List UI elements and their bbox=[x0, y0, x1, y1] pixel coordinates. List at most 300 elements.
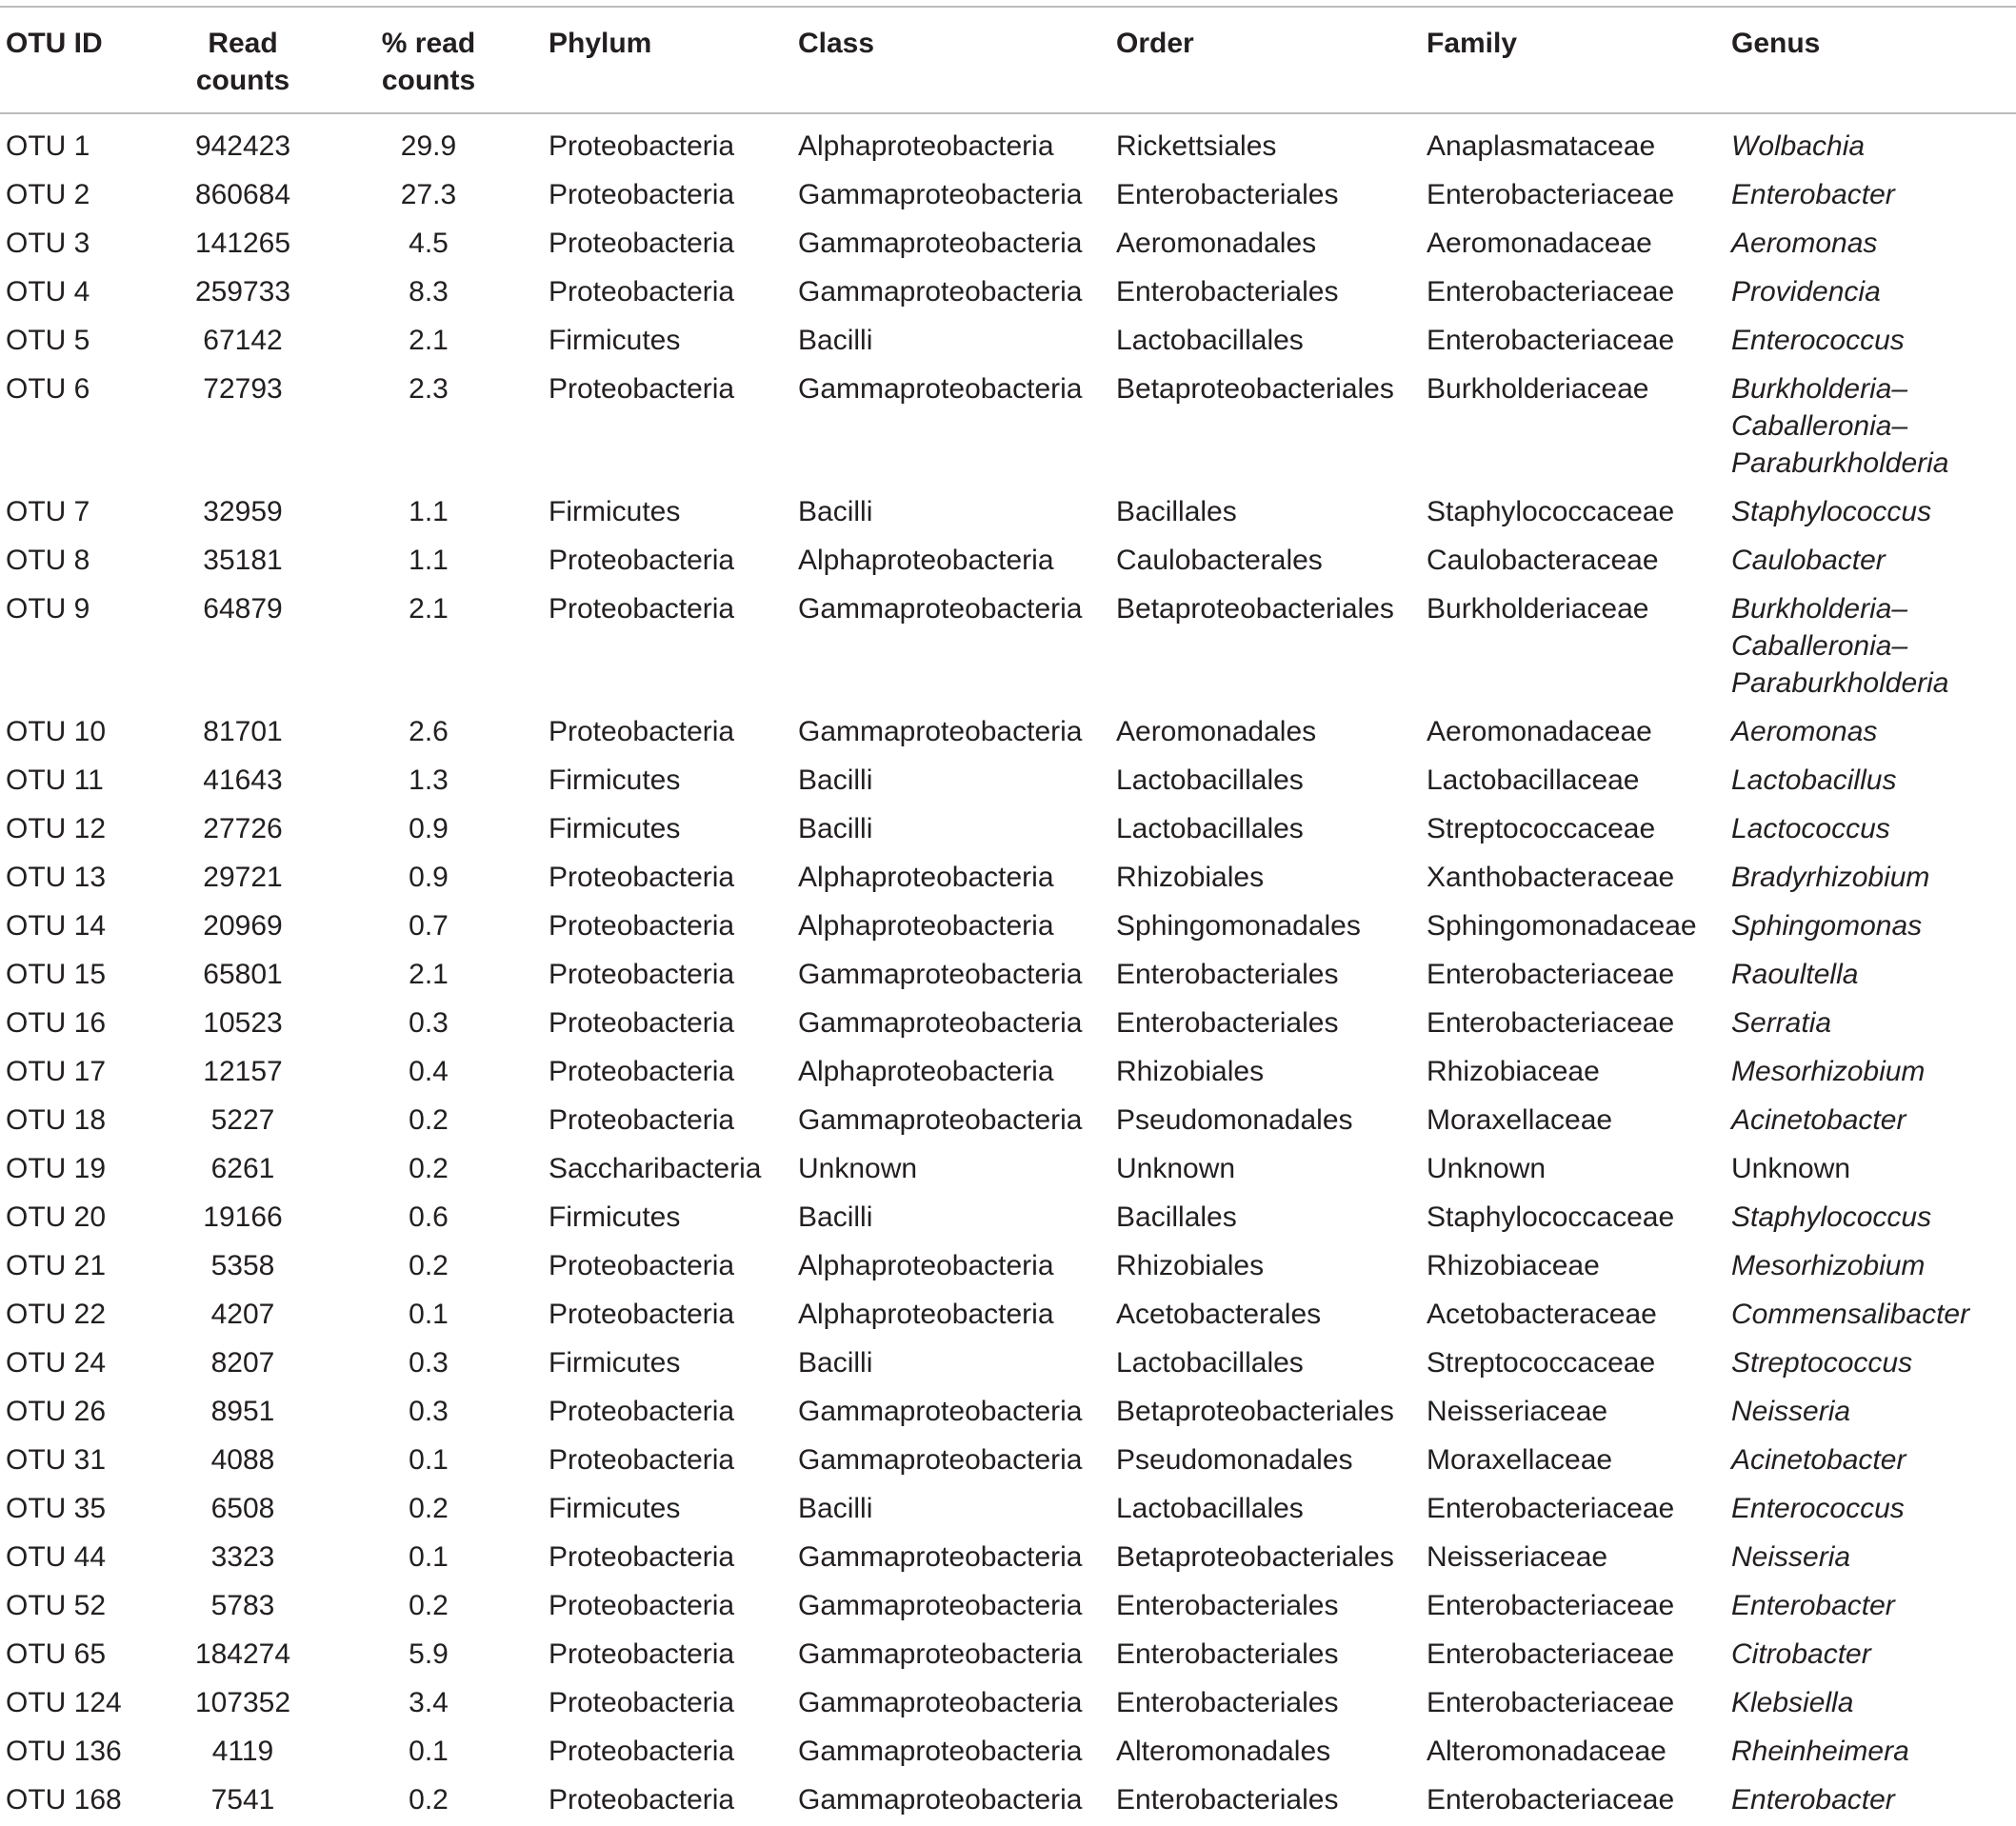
cell-genus: Staphylococcus bbox=[1731, 496, 1932, 527]
cell-class: Gammaproteobacteria bbox=[798, 1104, 1083, 1136]
header-class: Class bbox=[798, 28, 875, 59]
cell-class: Bacilli bbox=[798, 496, 873, 527]
cell-genus: Neisseria bbox=[1731, 1541, 1851, 1573]
cell-read-counts: 3323 bbox=[210, 1541, 275, 1573]
table-row bbox=[0, 1535, 2016, 1583]
cell-otu-id: OTU 7 bbox=[6, 496, 90, 527]
cell-order: Enterobacteriales bbox=[1116, 179, 1339, 210]
cell-order: Lactobacillales bbox=[1116, 1347, 1304, 1379]
cell-phylum: Firmicutes bbox=[549, 1201, 681, 1233]
cell-class: Gammaproteobacteria bbox=[798, 1541, 1083, 1573]
cell-percent-read-counts: 4.5 bbox=[409, 228, 449, 259]
cell-otu-id: OTU 12 bbox=[6, 813, 107, 844]
cell-class: Gammaproteobacteria bbox=[798, 373, 1083, 405]
table-body bbox=[0, 113, 2016, 1826]
cell-percent-read-counts: 0.1 bbox=[409, 1541, 449, 1573]
cell-read-counts: 27726 bbox=[203, 813, 283, 844]
cell-phylum: Proteobacteria bbox=[549, 276, 735, 308]
cell-family: Enterobacteriaceae bbox=[1427, 179, 1675, 210]
cell-genus: Aeromonas bbox=[1731, 228, 1878, 259]
cell-genus: Mesorhizobium bbox=[1731, 1250, 1926, 1281]
cell-percent-read-counts: 0.9 bbox=[409, 862, 449, 893]
cell-otu-id: OTU 14 bbox=[6, 910, 107, 942]
cell-read-counts: 32959 bbox=[203, 496, 283, 527]
cell-family: Rhizobiaceae bbox=[1427, 1250, 1600, 1281]
cell-percent-read-counts: 2.1 bbox=[409, 325, 449, 356]
cell-otu-id: OTU 20 bbox=[6, 1201, 107, 1233]
cell-class: Alphaproteobacteria bbox=[798, 910, 1054, 942]
cell-percent-read-counts: 8.3 bbox=[409, 276, 449, 308]
cell-class: Gammaproteobacteria bbox=[798, 1444, 1083, 1476]
cell-otu-id: OTU 17 bbox=[6, 1056, 107, 1087]
cell-family: Anaplasmataceae bbox=[1427, 130, 1656, 162]
cell-family: Enterobacteriaceae bbox=[1427, 1638, 1675, 1670]
cell-otu-id: OTU 9 bbox=[6, 593, 90, 625]
cell-read-counts: 7541 bbox=[210, 1784, 275, 1816]
cell-class: Gammaproteobacteria bbox=[798, 1687, 1083, 1718]
cell-phylum: Proteobacteria bbox=[549, 1250, 735, 1281]
table-row bbox=[0, 709, 2016, 758]
cell-order: Betaproteobacteriales bbox=[1116, 373, 1394, 405]
cell-family: Enterobacteriaceae bbox=[1427, 325, 1675, 356]
cell-family: Enterobacteriaceae bbox=[1427, 1590, 1675, 1621]
cell-genus: Neisseria bbox=[1731, 1396, 1851, 1427]
cell-read-counts: 67142 bbox=[203, 325, 283, 356]
cell-genus: Serratia bbox=[1731, 1007, 1832, 1039]
cell-family: Caulobacteraceae bbox=[1427, 545, 1659, 576]
cell-phylum: Proteobacteria bbox=[549, 130, 735, 162]
cell-family: Xanthobacteraceae bbox=[1427, 862, 1675, 893]
cell-order: Lactobacillales bbox=[1116, 1493, 1304, 1524]
cell-phylum: Firmicutes bbox=[549, 813, 681, 844]
cell-genus: Providencia bbox=[1731, 276, 1881, 308]
cell-otu-id: OTU 21 bbox=[6, 1250, 107, 1281]
table-row bbox=[0, 1583, 2016, 1632]
cell-read-counts: 259733 bbox=[194, 276, 291, 308]
cell-otu-id: OTU 19 bbox=[6, 1153, 107, 1184]
cell-otu-id: OTU 16 bbox=[6, 1007, 107, 1039]
table-row bbox=[0, 903, 2016, 952]
cell-order: Betaproteobacteriales bbox=[1116, 1396, 1394, 1427]
cell-genus: Acinetobacter bbox=[1731, 1444, 1906, 1476]
cell-order: Enterobacteriales bbox=[1116, 1638, 1339, 1670]
cell-percent-read-counts: 27.3 bbox=[400, 179, 457, 210]
cell-otu-id: OTU 10 bbox=[6, 716, 107, 747]
cell-phylum: Firmicutes bbox=[549, 325, 681, 356]
cell-class: Bacilli bbox=[798, 1201, 873, 1233]
cell-read-counts: 19166 bbox=[203, 1201, 283, 1233]
cell-percent-read-counts: 0.3 bbox=[409, 1347, 449, 1379]
cell-read-counts: 4088 bbox=[210, 1444, 275, 1476]
cell-phylum: Proteobacteria bbox=[549, 959, 735, 990]
table-row bbox=[0, 1680, 2016, 1729]
cell-order: Enterobacteriales bbox=[1116, 1590, 1339, 1621]
cell-order: Acetobacterales bbox=[1116, 1299, 1322, 1330]
table-row bbox=[0, 1049, 2016, 1098]
table-row bbox=[0, 1195, 2016, 1243]
cell-otu-id: OTU 13 bbox=[6, 862, 107, 893]
cell-read-counts: 942423 bbox=[194, 130, 291, 162]
cell-read-counts: 35181 bbox=[203, 545, 283, 576]
cell-genus: Aeromonas bbox=[1731, 716, 1878, 747]
cell-family: Burkholderiaceae bbox=[1427, 593, 1649, 625]
header-read-counts: Read counts bbox=[195, 28, 290, 96]
table-row bbox=[0, 1243, 2016, 1292]
table-row bbox=[0, 318, 2016, 367]
cell-phylum: Proteobacteria bbox=[549, 1104, 735, 1136]
cell-order: Lactobacillales bbox=[1116, 764, 1304, 796]
cell-phylum: Firmicutes bbox=[549, 1347, 681, 1379]
header-order: Order bbox=[1116, 28, 1194, 59]
cell-class: Alphaproteobacteria bbox=[798, 130, 1054, 162]
cell-family: Staphylococcaceae bbox=[1427, 1201, 1675, 1233]
cell-order: Enterobacteriales bbox=[1116, 1687, 1339, 1718]
cell-read-counts: 5783 bbox=[210, 1590, 275, 1621]
cell-order: Rhizobiales bbox=[1116, 1250, 1265, 1281]
cell-family: Aeromonadaceae bbox=[1427, 716, 1652, 747]
cell-class: Gammaproteobacteria bbox=[798, 1638, 1083, 1670]
cell-order: Caulobacterales bbox=[1116, 545, 1323, 576]
cell-genus: Citrobacter bbox=[1731, 1638, 1871, 1670]
cell-otu-id: OTU 1 bbox=[6, 130, 90, 162]
header-genus: Genus bbox=[1731, 28, 1821, 59]
cell-order: Betaproteobacteriales bbox=[1116, 1541, 1394, 1573]
cell-percent-read-counts: 0.9 bbox=[409, 813, 449, 844]
cell-order: Pseudomonadales bbox=[1116, 1104, 1353, 1136]
cell-read-counts: 64879 bbox=[203, 593, 283, 625]
cell-otu-id: OTU 35 bbox=[6, 1493, 107, 1524]
cell-otu-id: OTU 5 bbox=[6, 325, 90, 356]
table-row bbox=[0, 538, 2016, 586]
cell-phylum: Proteobacteria bbox=[549, 545, 735, 576]
cell-phylum: Proteobacteria bbox=[549, 1299, 735, 1330]
cell-genus: Lactococcus bbox=[1731, 813, 1890, 844]
cell-otu-id: OTU 65 bbox=[6, 1638, 107, 1670]
table-row bbox=[0, 1146, 2016, 1195]
cell-phylum: Proteobacteria bbox=[549, 228, 735, 259]
table-row bbox=[0, 855, 2016, 903]
cell-class: Bacilli bbox=[798, 325, 873, 356]
cell-read-counts: 65801 bbox=[203, 959, 283, 990]
cell-percent-read-counts: 1.3 bbox=[409, 764, 449, 796]
cell-percent-read-counts: 0.2 bbox=[409, 1153, 449, 1184]
cell-class: Alphaproteobacteria bbox=[798, 862, 1054, 893]
cell-class: Bacilli bbox=[798, 813, 873, 844]
cell-phylum: Proteobacteria bbox=[549, 1687, 735, 1718]
cell-genus: Burkholderia–​Caballeronia–​Paraburkholderia bbox=[1731, 593, 1949, 699]
cell-phylum: Proteobacteria bbox=[549, 593, 735, 625]
cell-percent-read-counts: 0.2 bbox=[409, 1250, 449, 1281]
cell-percent-read-counts: 0.2 bbox=[409, 1104, 449, 1136]
cell-otu-id: OTU 168 bbox=[6, 1784, 122, 1816]
table-row bbox=[0, 1486, 2016, 1535]
cell-class: Gammaproteobacteria bbox=[798, 228, 1083, 259]
table-row bbox=[0, 113, 2016, 172]
cell-percent-read-counts: 2.3 bbox=[409, 373, 449, 405]
cell-order: Aeromonadales bbox=[1116, 716, 1317, 747]
cell-order: Rickettsiales bbox=[1116, 130, 1277, 162]
cell-percent-read-counts: 2.1 bbox=[409, 959, 449, 990]
cell-genus: Burkholderia–​Caballeronia–​Paraburkholderia bbox=[1731, 373, 1949, 479]
cell-order: Enterobacteriales bbox=[1116, 1784, 1339, 1816]
cell-percent-read-counts: 1.1 bbox=[409, 545, 449, 576]
cell-family: Rhizobiaceae bbox=[1427, 1056, 1600, 1087]
cell-percent-read-counts: 3.4 bbox=[409, 1687, 449, 1718]
cell-read-counts: 81701 bbox=[203, 716, 283, 747]
table-row bbox=[0, 269, 2016, 318]
cell-class: Gammaproteobacteria bbox=[798, 276, 1083, 308]
cell-class: Alphaproteobacteria bbox=[798, 545, 1054, 576]
cell-percent-read-counts: 0.3 bbox=[409, 1396, 449, 1427]
cell-phylum: Saccharibacteria bbox=[549, 1153, 762, 1184]
cell-order: Bacillales bbox=[1116, 496, 1237, 527]
cell-otu-id: OTU 8 bbox=[6, 545, 90, 576]
cell-order: Aeromonadales bbox=[1116, 228, 1317, 259]
cell-class: Unknown bbox=[798, 1153, 918, 1184]
cell-phylum: Proteobacteria bbox=[549, 862, 735, 893]
table-row bbox=[0, 1292, 2016, 1340]
cell-phylum: Proteobacteria bbox=[549, 1638, 735, 1670]
cell-family: Streptococcaceae bbox=[1427, 813, 1656, 844]
cell-phylum: Firmicutes bbox=[549, 1493, 681, 1524]
cell-family: Neisseriaceae bbox=[1427, 1541, 1608, 1573]
cell-otu-id: OTU 15 bbox=[6, 959, 107, 990]
table-row bbox=[0, 758, 2016, 806]
cell-order: Rhizobiales bbox=[1116, 1056, 1265, 1087]
cell-read-counts: 5358 bbox=[210, 1250, 275, 1281]
cell-genus: Staphylococcus bbox=[1731, 1201, 1932, 1233]
cell-read-counts: 41643 bbox=[203, 764, 283, 796]
cell-order: Enterobacteriales bbox=[1116, 959, 1339, 990]
cell-genus: Klebsiella bbox=[1731, 1687, 1854, 1718]
cell-order: Sphingomonadales bbox=[1116, 910, 1361, 942]
cell-genus: Sphingomonas bbox=[1731, 910, 1923, 942]
cell-percent-read-counts: 0.2 bbox=[409, 1590, 449, 1621]
cell-percent-read-counts: 0.1 bbox=[409, 1444, 449, 1476]
cell-read-counts: 29721 bbox=[203, 862, 283, 893]
cell-percent-read-counts: 0.1 bbox=[409, 1299, 449, 1330]
cell-read-counts: 5227 bbox=[210, 1104, 275, 1136]
cell-read-counts: 184274 bbox=[194, 1638, 291, 1670]
table-row bbox=[0, 952, 2016, 1001]
otu-table-container bbox=[0, 6, 2016, 1826]
cell-genus: Enterobacter bbox=[1731, 1590, 1895, 1621]
cell-class: Gammaproteobacteria bbox=[798, 1736, 1083, 1767]
cell-read-counts: 12157 bbox=[203, 1056, 283, 1087]
header-otu-id: OTU ID bbox=[6, 28, 103, 59]
cell-family: Lactobacillaceae bbox=[1427, 764, 1640, 796]
header-family: Family bbox=[1427, 28, 1518, 59]
cell-family: Streptococcaceae bbox=[1427, 1347, 1656, 1379]
header-phylum: Phylum bbox=[549, 28, 652, 59]
cell-class: Gammaproteobacteria bbox=[798, 1784, 1083, 1816]
cell-genus: Acinetobacter bbox=[1731, 1104, 1906, 1136]
cell-family: Aeromonadaceae bbox=[1427, 228, 1652, 259]
table-row bbox=[0, 1001, 2016, 1049]
cell-class: Gammaproteobacteria bbox=[798, 1396, 1083, 1427]
cell-order: Alteromonadales bbox=[1116, 1736, 1331, 1767]
cell-genus: Unknown bbox=[1731, 1153, 1851, 1184]
cell-genus: Caulobacter bbox=[1731, 545, 1886, 576]
cell-order: Unknown bbox=[1116, 1153, 1236, 1184]
cell-order: Enterobacteriales bbox=[1116, 276, 1339, 308]
cell-family: Enterobacteriaceae bbox=[1427, 1007, 1675, 1039]
cell-percent-read-counts: 0.1 bbox=[409, 1736, 449, 1767]
cell-order: Rhizobiales bbox=[1116, 862, 1265, 893]
cell-read-counts: 6261 bbox=[210, 1153, 275, 1184]
table-row bbox=[0, 1098, 2016, 1146]
cell-family: Enterobacteriaceae bbox=[1427, 1784, 1675, 1816]
cell-read-counts: 72793 bbox=[203, 373, 283, 405]
cell-otu-id: OTU 18 bbox=[6, 1104, 107, 1136]
cell-family: Moraxellaceae bbox=[1427, 1104, 1613, 1136]
otu-taxonomy-table bbox=[0, 6, 2016, 1826]
cell-read-counts: 20969 bbox=[203, 910, 283, 942]
cell-family: Alteromonadaceae bbox=[1427, 1736, 1667, 1767]
cell-otu-id: OTU 11 bbox=[6, 764, 104, 796]
cell-read-counts: 4207 bbox=[210, 1299, 275, 1330]
cell-phylum: Firmicutes bbox=[549, 764, 681, 796]
cell-family: Staphylococcaceae bbox=[1427, 496, 1675, 527]
cell-order: Lactobacillales bbox=[1116, 813, 1304, 844]
cell-genus: Enterobacter bbox=[1731, 179, 1895, 210]
table-row bbox=[0, 1729, 2016, 1777]
cell-phylum: Proteobacteria bbox=[549, 1541, 735, 1573]
cell-percent-read-counts: 2.1 bbox=[409, 593, 449, 625]
cell-percent-read-counts: 0.6 bbox=[409, 1201, 449, 1233]
cell-genus: Raoultella bbox=[1731, 959, 1859, 990]
cell-order: Enterobacteriales bbox=[1116, 1007, 1339, 1039]
cell-otu-id: OTU 3 bbox=[6, 228, 90, 259]
cell-class: Gammaproteobacteria bbox=[798, 1007, 1083, 1039]
cell-class: Gammaproteobacteria bbox=[798, 179, 1083, 210]
cell-percent-read-counts: 0.3 bbox=[409, 1007, 449, 1039]
cell-family: Enterobacteriaceae bbox=[1427, 959, 1675, 990]
cell-phylum: Proteobacteria bbox=[549, 1056, 735, 1087]
cell-phylum: Proteobacteria bbox=[549, 1784, 735, 1816]
cell-read-counts: 6508 bbox=[210, 1493, 275, 1524]
cell-class: Alphaproteobacteria bbox=[798, 1056, 1054, 1087]
cell-otu-id: OTU 31 bbox=[6, 1444, 107, 1476]
cell-otu-id: OTU 6 bbox=[6, 373, 90, 405]
cell-genus: Rheinheimera bbox=[1731, 1736, 1909, 1767]
cell-phylum: Proteobacteria bbox=[549, 1444, 735, 1476]
cell-otu-id: OTU 44 bbox=[6, 1541, 107, 1573]
header-percent-read-counts: % read counts bbox=[381, 28, 476, 96]
cell-order: Bacillales bbox=[1116, 1201, 1237, 1233]
cell-percent-read-counts: 0.2 bbox=[409, 1784, 449, 1816]
cell-class: Bacilli bbox=[798, 1347, 873, 1379]
cell-read-counts: 107352 bbox=[194, 1687, 291, 1718]
table-header bbox=[0, 7, 2016, 113]
cell-percent-read-counts: 5.9 bbox=[409, 1638, 449, 1670]
table-row bbox=[0, 1632, 2016, 1680]
cell-phylum: Proteobacteria bbox=[549, 716, 735, 747]
cell-genus: Streptococcus bbox=[1731, 1347, 1913, 1379]
cell-phylum: Proteobacteria bbox=[549, 1736, 735, 1767]
table-row bbox=[0, 1340, 2016, 1389]
cell-genus: Commensalibacter bbox=[1731, 1299, 1970, 1330]
cell-otu-id: OTU 136 bbox=[6, 1736, 122, 1767]
cell-percent-read-counts: 2.6 bbox=[409, 716, 449, 747]
table-row bbox=[0, 586, 2016, 709]
cell-phylum: Proteobacteria bbox=[549, 910, 735, 942]
cell-phylum: Proteobacteria bbox=[549, 1590, 735, 1621]
cell-class: Alphaproteobacteria bbox=[798, 1299, 1054, 1330]
cell-phylum: Proteobacteria bbox=[549, 1396, 735, 1427]
cell-genus: Enterococcus bbox=[1731, 1493, 1905, 1524]
cell-read-counts: 4119 bbox=[211, 1736, 274, 1767]
cell-family: Acetobacteraceae bbox=[1427, 1299, 1657, 1330]
cell-class: Bacilli bbox=[798, 1493, 873, 1524]
table-row bbox=[0, 806, 2016, 855]
cell-percent-read-counts: 0.7 bbox=[409, 910, 449, 942]
cell-family: Neisseriaceae bbox=[1427, 1396, 1608, 1427]
cell-order: Betaproteobacteriales bbox=[1116, 593, 1394, 625]
cell-class: Bacilli bbox=[798, 764, 873, 796]
cell-phylum: Proteobacteria bbox=[549, 373, 735, 405]
cell-class: Gammaproteobacteria bbox=[798, 716, 1083, 747]
cell-read-counts: 141265 bbox=[194, 228, 291, 259]
cell-family: Moraxellaceae bbox=[1427, 1444, 1613, 1476]
cell-genus: Enterococcus bbox=[1731, 325, 1905, 356]
cell-order: Lactobacillales bbox=[1116, 325, 1304, 356]
cell-percent-read-counts: 0.4 bbox=[409, 1056, 449, 1087]
cell-class: Gammaproteobacteria bbox=[798, 959, 1083, 990]
cell-phylum: Proteobacteria bbox=[549, 179, 735, 210]
cell-class: Gammaproteobacteria bbox=[798, 1590, 1083, 1621]
cell-otu-id: OTU 26 bbox=[6, 1396, 107, 1427]
table-row bbox=[0, 1777, 2016, 1826]
table-row bbox=[0, 1389, 2016, 1438]
table-row bbox=[0, 489, 2016, 538]
cell-genus: Mesorhizobium bbox=[1731, 1056, 1926, 1087]
cell-phylum: Firmicutes bbox=[549, 496, 681, 527]
cell-percent-read-counts: 29.9 bbox=[400, 130, 457, 162]
cell-otu-id: OTU 2 bbox=[6, 179, 90, 210]
table-row bbox=[0, 221, 2016, 269]
table-row bbox=[0, 1438, 2016, 1486]
cell-family: Enterobacteriaceae bbox=[1427, 276, 1675, 308]
cell-family: Burkholderiaceae bbox=[1427, 373, 1649, 405]
cell-family: Enterobacteriaceae bbox=[1427, 1493, 1675, 1524]
cell-family: Sphingomonadaceae bbox=[1427, 910, 1697, 942]
cell-genus: Enterobacter bbox=[1731, 1784, 1895, 1816]
cell-genus: Wolbachia bbox=[1731, 130, 1866, 162]
cell-read-counts: 10523 bbox=[203, 1007, 283, 1039]
cell-class: Alphaproteobacteria bbox=[798, 1250, 1054, 1281]
cell-otu-id: OTU 4 bbox=[6, 276, 90, 308]
cell-family: Enterobacteriaceae bbox=[1427, 1687, 1675, 1718]
cell-otu-id: OTU 52 bbox=[6, 1590, 107, 1621]
table-row bbox=[0, 172, 2016, 221]
cell-otu-id: OTU 124 bbox=[6, 1687, 122, 1718]
cell-percent-read-counts: 1.1 bbox=[409, 496, 449, 527]
table-row bbox=[0, 367, 2016, 489]
cell-phylum: Proteobacteria bbox=[549, 1007, 735, 1039]
cell-percent-read-counts: 0.2 bbox=[409, 1493, 449, 1524]
cell-read-counts: 860684 bbox=[194, 179, 291, 210]
cell-otu-id: OTU 22 bbox=[6, 1299, 107, 1330]
cell-class: Gammaproteobacteria bbox=[798, 593, 1083, 625]
cell-family: Unknown bbox=[1427, 1153, 1547, 1184]
cell-genus: Lactobacillus bbox=[1731, 764, 1897, 796]
cell-genus: Bradyrhizobium bbox=[1731, 862, 1930, 893]
cell-order: Pseudomonadales bbox=[1116, 1444, 1353, 1476]
cell-read-counts: 8207 bbox=[210, 1347, 275, 1379]
header-row bbox=[0, 7, 2016, 113]
cell-read-counts: 8951 bbox=[210, 1396, 275, 1427]
